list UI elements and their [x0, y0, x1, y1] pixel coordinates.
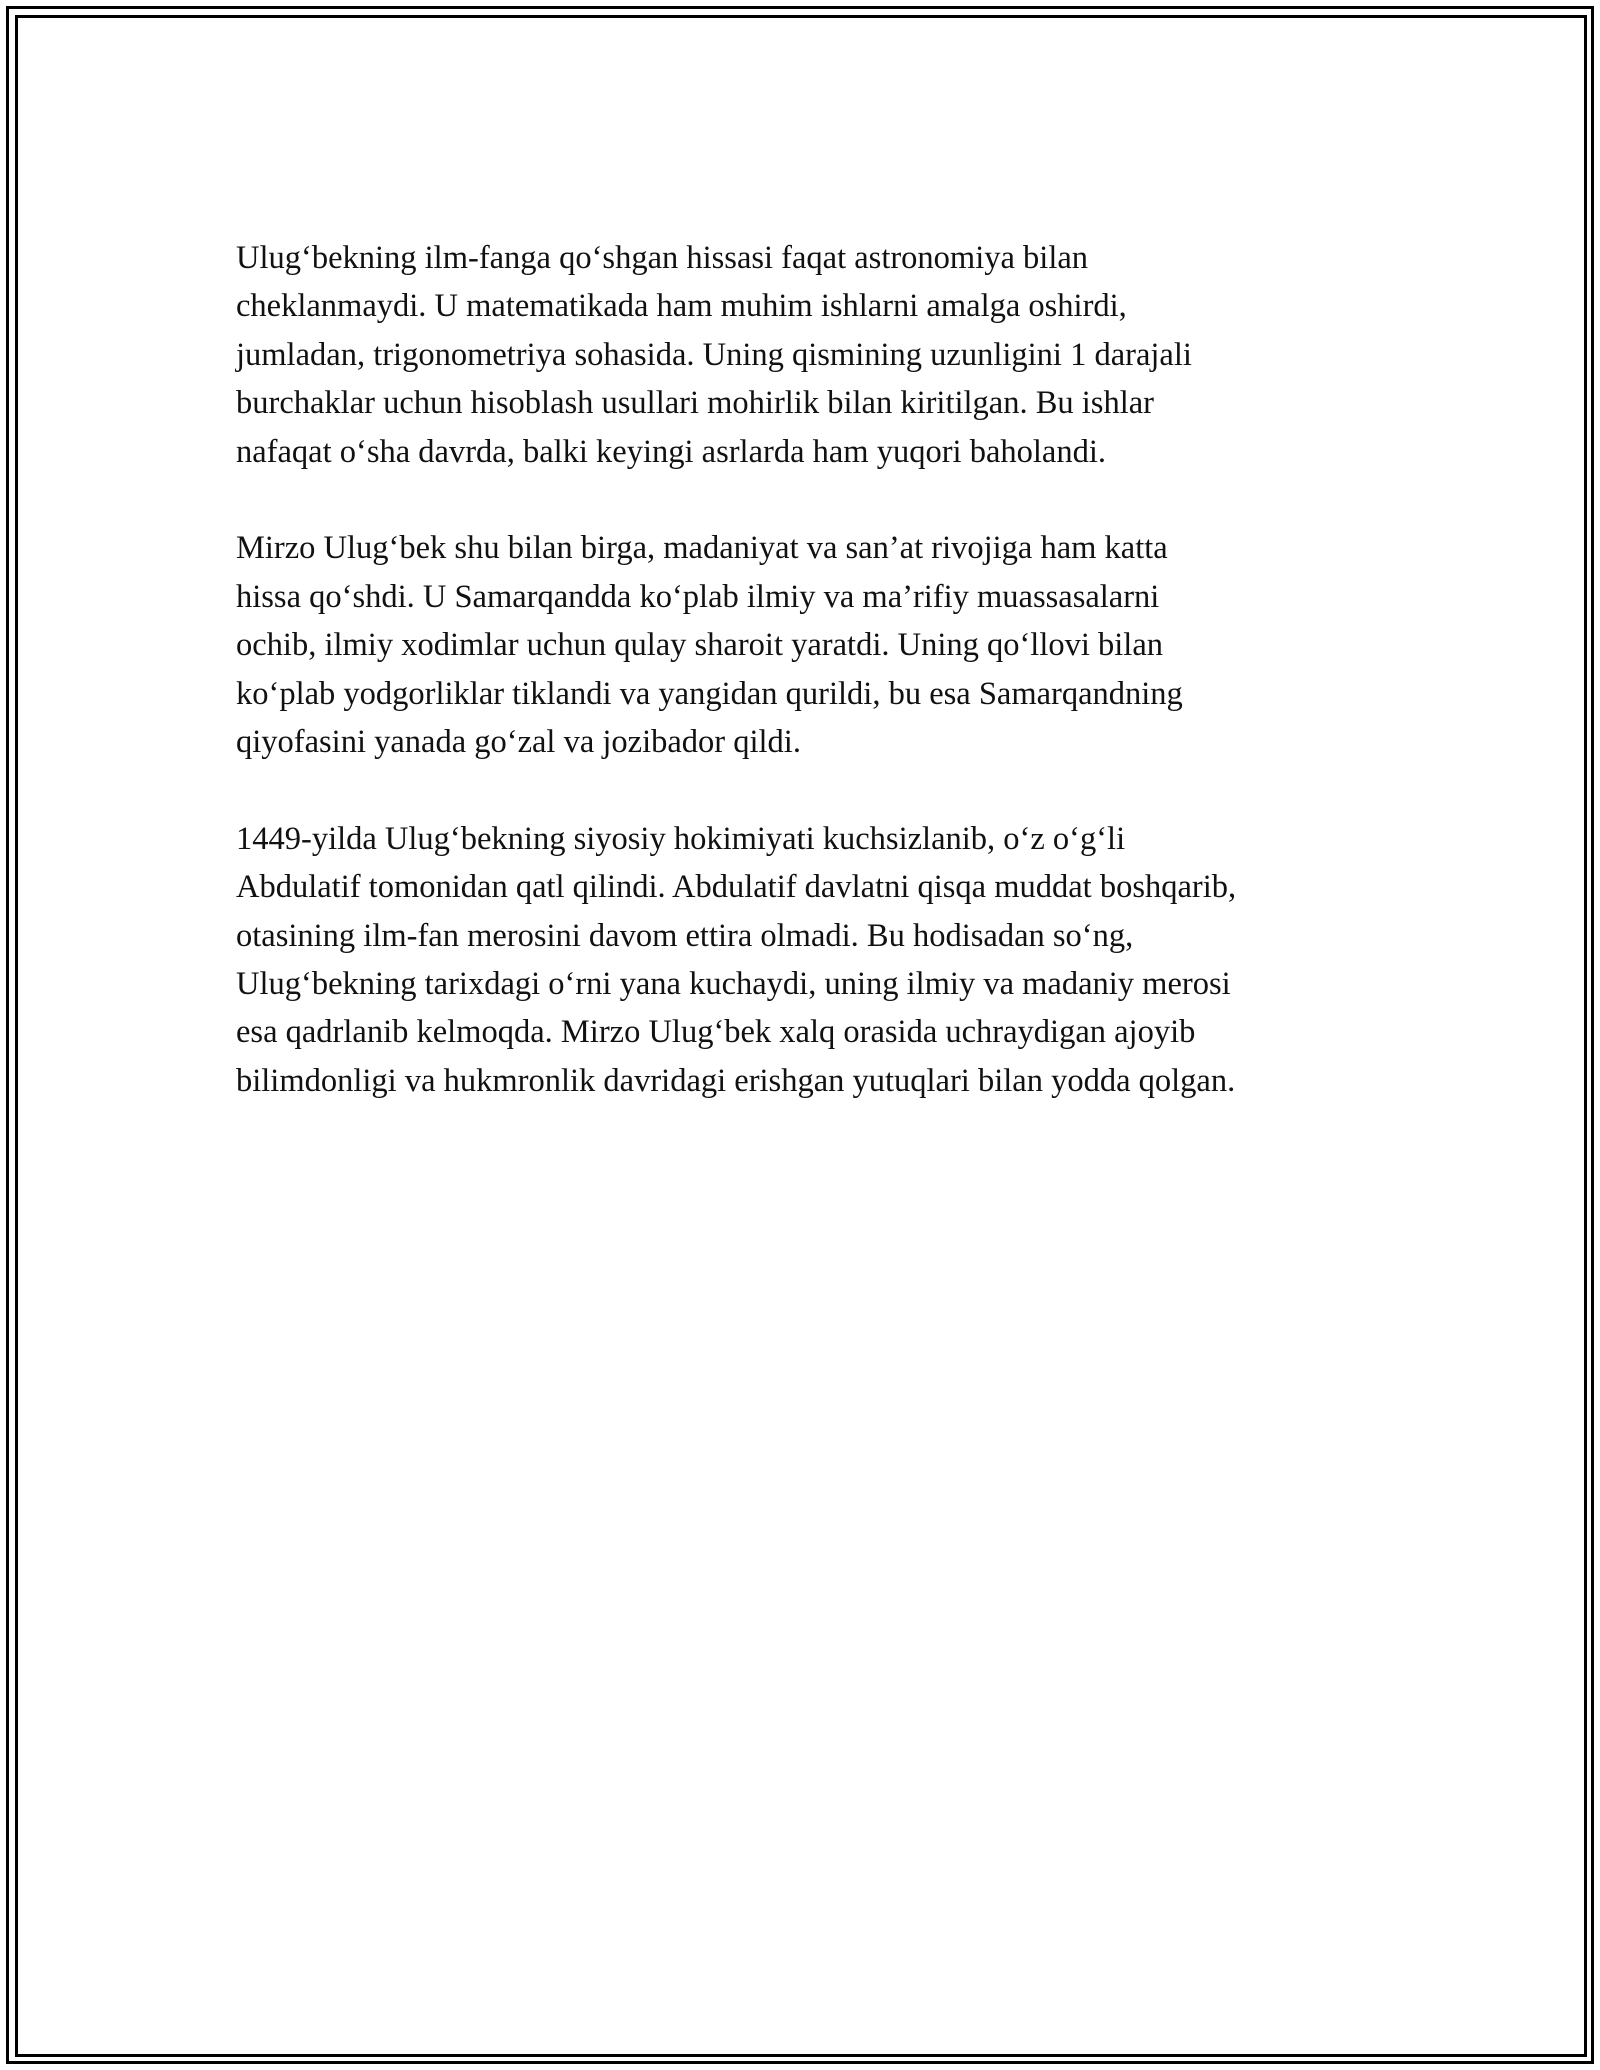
paragraph-death-and-legacy: 1449-yilda Ulug‘bekning siyosiy hokimiyati kuchsizlanib, o‘z o‘g‘li Abdulatif tomonidan qatl qilindi. Abdulatif davlatni qisqa muddat boshqarib, otasining ilm-fan merosini davom ettira olmadi. Bu hodisadan so‘ng, Ulug‘bekning tarixdagi o‘rni yana kuchaydi, uning ilmiy va madaniy merosi esa qadrlanib kelmoqda. Mirzo Ulug‘bek xalq orasida uchraydigan ajoyib bilimdonligi va hukmronlik davridagi erishgan yutuqlari bilan yodda qolgan. [236, 820, 1237, 1099]
paragraph-scientific-contribution: Ulug‘bekning ilm-fanga qo‘shgan hissasi faqat astronomiya bilan cheklanmaydi. U matematikada ham muhim ishlarni amalga oshirdi, jumladan, trigonometriya sohasida. Uning qismining uzunligini 1 darajali burchaklar uchun hisoblash usullari mohirlik bilan kiritilgan. Bu ishlar nafaqat o‘sha davrda, balki keyingi asrlarda ham yuqori baholandi. [236, 240, 1192, 470]
paragraph-culture-and-art: Mirzo Ulug‘bek shu bilan birga, madaniyat va san’at rivojiga ham katta hissa qo‘shdi. U Samarqandda ko‘plab ilmiy va ma’rifiy muassasalarni ochib, ilmiy xodimlar uchun qulay sharoit yaratdi. Uning qo‘llovi bilan ko‘plab yodgorliklar tiklandi va yangidan qurildi, bu esa Samarqandning qiyofasini yanada go‘zal va jozibador qildi. [236, 530, 1183, 761]
document-body [236, 234, 1426, 1154]
